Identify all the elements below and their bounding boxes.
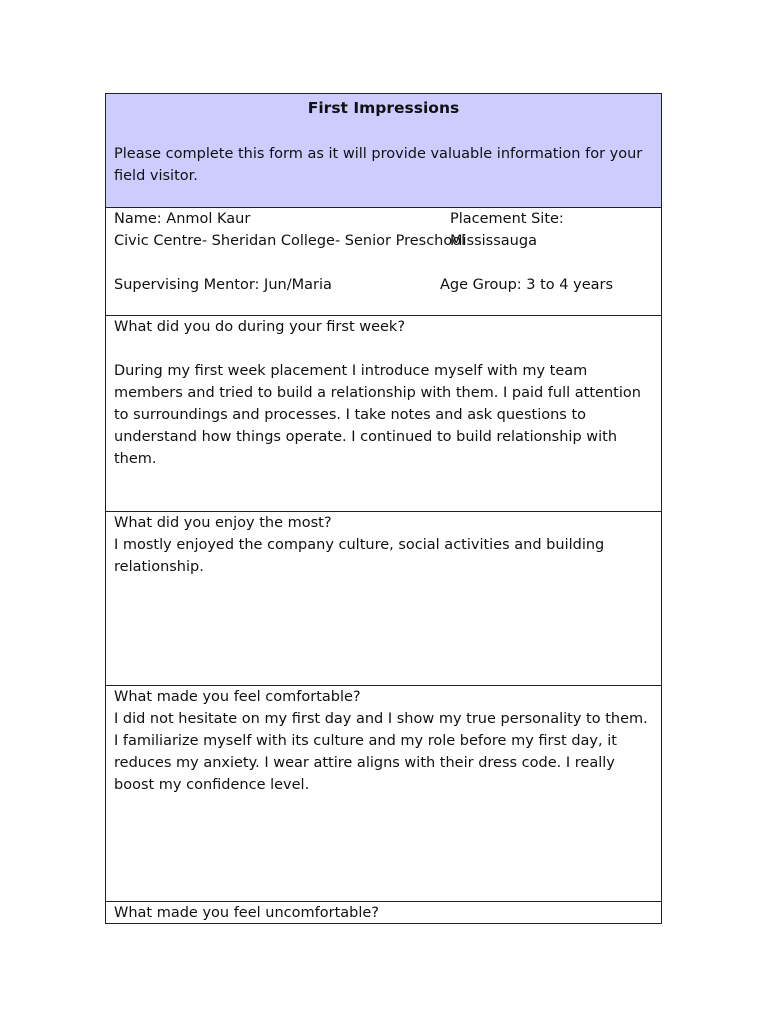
age-group: Age Group: 3 to 4 years (440, 277, 614, 293)
question-text: What made you feel uncomfortable? (114, 905, 379, 921)
question-block-enjoy-most (106, 511, 661, 685)
answer-text: During my first week placement I introduce myself with my team members and tried to build a relationship with them. I paid full attention to surroundings and processes. I take notes and ask questions to understand how things operate. I continued to build relationship with them. (114, 363, 641, 467)
student-info-section (106, 207, 661, 315)
info-line-site-cont (114, 230, 653, 252)
form-header (106, 94, 661, 207)
form-instructions: Please complete this form as it will provide valuable information for your field visitor. (114, 146, 643, 184)
student-name: Name: Anmol Kaur (114, 211, 251, 227)
spacer (114, 252, 653, 274)
info-line-mentor (114, 274, 653, 296)
question-block-first-week (106, 315, 661, 511)
supervising-mentor: Supervising Mentor: Jun/Maria (114, 277, 332, 293)
answer-text: I did not hesitate on my first day and I show my true personality to them. I familiarize myself with its culture and my role before my first day, it reduces my anxiety. I wear attire aligns with their dress code. I really boost my confidence level. (114, 711, 648, 793)
spacer (114, 338, 653, 360)
first-impressions-form (105, 93, 662, 924)
question-text: What made you feel comfortable? (114, 689, 361, 705)
placement-site-continued: Civic Centre- Sheridan College- Senior Preschool (114, 233, 466, 249)
question-block-uncomfortable (106, 901, 661, 923)
question-text: What did you enjoy the most? (114, 515, 332, 531)
answer-text: I mostly enjoyed the company culture, social activities and building relationship. (114, 537, 605, 575)
question-text: What did you do during your first week? (114, 319, 406, 335)
form-title: First Impressions (307, 99, 460, 117)
placement-site: Placement Site: Mississauga (450, 211, 564, 249)
question-block-comfortable (106, 685, 661, 901)
